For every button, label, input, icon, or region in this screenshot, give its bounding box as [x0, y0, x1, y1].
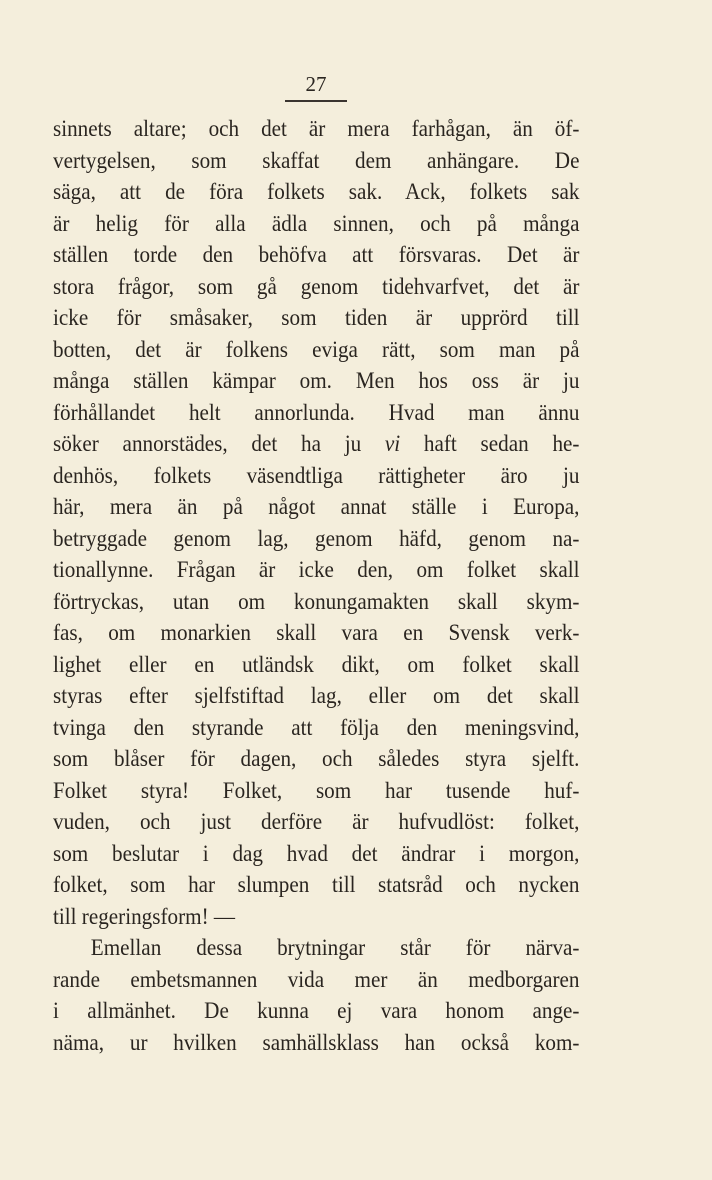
text-line: fas, om monarkien skall vara en Svensk verk-	[53, 620, 580, 646]
text-line: styras efter sjelfstiftad lag, eller om det skall	[53, 683, 580, 709]
text-line: säga, att de föra folkets sak. Ack, folkets sak	[53, 179, 580, 205]
text-line: ställen torde den behöfva att försvaras. Det är	[53, 242, 580, 268]
text-line: betryggade genom lag, genom häfd, genom na-	[53, 525, 580, 552]
text-line: här, mera än på något annat ställe i Europa,	[53, 494, 580, 520]
text-line: stora frågor, som gå genom tidehvarfvet, det är	[53, 273, 580, 300]
text-line: sinnets altare; och det är mera farhågan, än öf-	[53, 116, 580, 142]
text-line: tvinga den styrande att följa den meningsvind,	[53, 714, 580, 741]
text-line: som beslutar i dag hvad det ändrar i morgon,	[53, 840, 580, 867]
text-line: denhös, folkets väsendtliga rättigheter äro ju	[53, 462, 580, 489]
text-line: i allmänhet. De kunna ej vara honom ange-	[53, 998, 580, 1024]
text-line: tionallynne. Frågan är icke den, om folket skall	[53, 557, 580, 583]
page-number-rule	[285, 100, 347, 102]
text-line: botten, det är folkens eviga rätt, som man på	[53, 336, 580, 363]
text-line: förtryckas, utan om konungamakten skall skym-	[53, 588, 580, 615]
text-line: folket, som har slumpen till statsråd och nycken	[53, 872, 580, 898]
text-line: Emellan dessa brytningar står för närva-	[90, 935, 580, 961]
text-line: icke för småsaker, som tiden är upprörd till	[53, 305, 580, 331]
text-line: som blåser för dagen, och således styra sjelft.	[53, 746, 580, 772]
body-text	[53, 114, 580, 1059]
text-line: söker annorstädes, det ha ju vi haft sedan he-	[53, 431, 580, 457]
text-line: förhållandet helt annorlunda. Hvad man ännu	[53, 399, 580, 426]
text-line: till regeringsform! —	[53, 903, 236, 930]
text-line: näma, ur hvilken samhällsklass han också kom-	[53, 1029, 580, 1056]
text-line: Folket styra! Folket, som har tusende huf-	[53, 777, 580, 804]
text-line: är helig för alla ädla sinnen, och på många	[53, 210, 580, 237]
page-number: 27	[305, 72, 327, 96]
text-line: vuden, och just derföre är hufvudlöst: folket,	[53, 809, 580, 835]
text-line: vertygelsen, som skaffat dem anhängare. De	[53, 147, 580, 174]
text-line: lighet eller en utländsk dikt, om folket skall	[53, 651, 580, 678]
text-line: många ställen kämpar om. Men hos oss är ju	[53, 368, 580, 394]
text-line: rande embetsmannen vida mer än medborgaren	[53, 966, 580, 993]
